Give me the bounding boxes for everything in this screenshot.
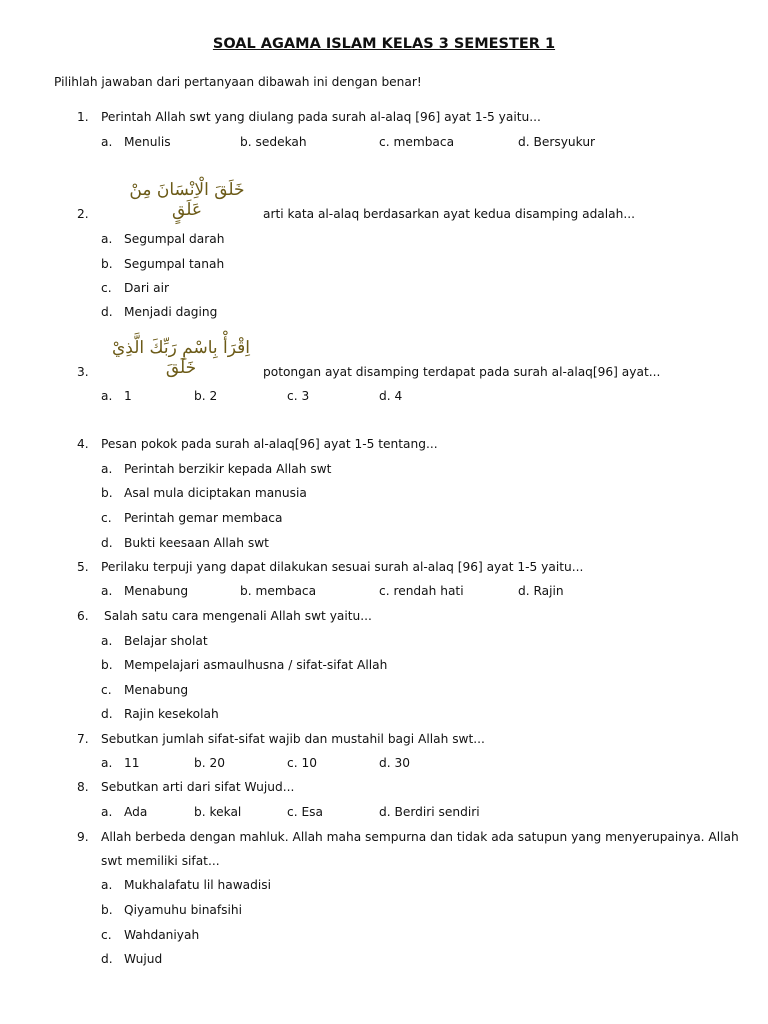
option-letter: b. — [101, 903, 113, 917]
question-text-4: Pesan pokok pada surah al-alaq[96] ayat 1-5 tentang... — [101, 437, 438, 451]
option-letter: d. — [101, 305, 113, 319]
option-letter: a. — [101, 584, 113, 598]
question-text-7: Sebutkan jumlah sifat-sifat wajib dan mustahil bagi Allah swt... — [101, 732, 485, 746]
option-text: Menabung — [124, 683, 189, 697]
option-text: Perintah berzikir kepada Allah swt — [124, 462, 332, 476]
option-text: c. 3 — [287, 389, 310, 403]
option-letter: a. — [101, 756, 113, 770]
question-text-2: arti kata al-alaq berdasarkan ayat kedua disamping adalah... — [263, 207, 635, 221]
option-text: Bukti keesaan Allah swt — [124, 536, 269, 550]
question-text-5: Perilaku terpuji yang dapat dilakukan sesuai surah al-alaq [96] ayat 1-5 yaitu... — [101, 560, 584, 574]
question-number-8: 8. — [77, 780, 89, 794]
option-text: Wahdaniyah — [124, 928, 200, 942]
option-letter: a. — [101, 805, 113, 819]
option-text: Menulis — [124, 135, 171, 149]
arabic-verse-image: خَلَقَ الْاِنْسَانَ مِنْ عَلَقٍ — [129, 180, 245, 220]
option-text: Wujud — [124, 952, 163, 966]
option-text: b. 2 — [194, 389, 218, 403]
option-text: d. Bersyukur — [518, 135, 596, 149]
option-text: Dari air — [124, 281, 169, 295]
option-letter: d. — [101, 707, 113, 721]
question-text-3: potongan ayat disamping terdapat pada surah al-alaq[96] ayat... — [263, 365, 661, 379]
option-text: d. Berdiri sendiri — [379, 805, 480, 819]
question-number-3: 3. — [77, 365, 89, 379]
question-text-6: Salah satu cara mengenali Allah swt yaitu... — [104, 609, 372, 623]
option-text: Mukhalafatu lil hawadisi — [124, 878, 271, 892]
question-text-9-continued: swt memiliki sifat... — [101, 854, 220, 868]
option-text: b. sedekah — [240, 135, 307, 149]
option-letter: b. — [101, 486, 113, 500]
option-text: Perintah gemar membaca — [124, 511, 283, 525]
option-text: Menabung — [124, 584, 189, 598]
option-text: Asal mula diciptakan manusia — [124, 486, 307, 500]
option-text: Menjadi daging — [124, 305, 218, 319]
option-letter: a. — [101, 232, 113, 246]
option-letter: d. — [101, 952, 113, 966]
option-text: c. membaca — [379, 135, 455, 149]
option-text: Segumpal darah — [124, 232, 225, 246]
question-number-6: 6. — [77, 609, 89, 623]
option-text: b. kekal — [194, 805, 242, 819]
option-text: d. Rajin — [518, 584, 564, 598]
option-letter: d. — [101, 536, 113, 550]
question-text-1: Perintah Allah swt yang diulang pada surah al-alaq [96] ayat 1-5 yaitu... — [101, 110, 541, 124]
option-letter: a. — [101, 462, 113, 476]
option-letter: b. — [101, 658, 113, 672]
option-text: c. Esa — [287, 805, 323, 819]
option-letter: c. — [101, 928, 112, 942]
option-text: Segumpal tanah — [124, 257, 225, 271]
instruction: Pilihlah jawaban dari pertanyaan dibawah ini dengan benar! — [54, 75, 422, 89]
option-text: b. 20 — [194, 756, 225, 770]
question-text-9: Allah berbeda dengan mahluk. Allah maha sempurna dan tidak ada satupun yang menyerupainya. Allah — [101, 830, 739, 844]
arabic-verse-image: اِقْرَأْ بِاسْمِ رَبِّكَ الَّذِيْ خَلَقَ — [111, 338, 251, 378]
question-text-8: Sebutkan arti dari sifat Wujud... — [101, 780, 295, 794]
option-text: Qiyamuhu binafsihi — [124, 903, 243, 917]
option-letter: c. — [101, 511, 112, 525]
option-letter: c. — [101, 281, 112, 295]
option-letter: a. — [101, 389, 113, 403]
option-letter: c. — [101, 683, 112, 697]
option-text: Mempelajari asmaulhusna / sifat-sifat Allah — [124, 658, 388, 672]
option-text: Belajar sholat — [124, 634, 208, 648]
question-number-2: 2. — [77, 207, 89, 221]
option-text: b. membaca — [240, 584, 317, 598]
question-number-9: 9. — [77, 830, 89, 844]
option-letter: a. — [101, 135, 113, 149]
option-text: d. 4 — [379, 389, 403, 403]
page-title: SOAL AGAMA ISLAM KELAS 3 SEMESTER 1 — [212, 36, 556, 52]
option-text: 11 — [124, 756, 140, 770]
option-letter: a. — [101, 634, 113, 648]
option-text: d. 30 — [379, 756, 410, 770]
question-number-1: 1. — [77, 110, 89, 124]
option-text: c. rendah hati — [379, 584, 464, 598]
option-text: Ada — [124, 805, 148, 819]
option-text: 1 — [124, 389, 132, 403]
option-letter: a. — [101, 878, 113, 892]
question-number-4: 4. — [77, 437, 89, 451]
question-number-7: 7. — [77, 732, 89, 746]
option-letter: b. — [101, 257, 113, 271]
question-number-5: 5. — [77, 560, 89, 574]
option-text: Rajin kesekolah — [124, 707, 219, 721]
option-text: c. 10 — [287, 756, 317, 770]
